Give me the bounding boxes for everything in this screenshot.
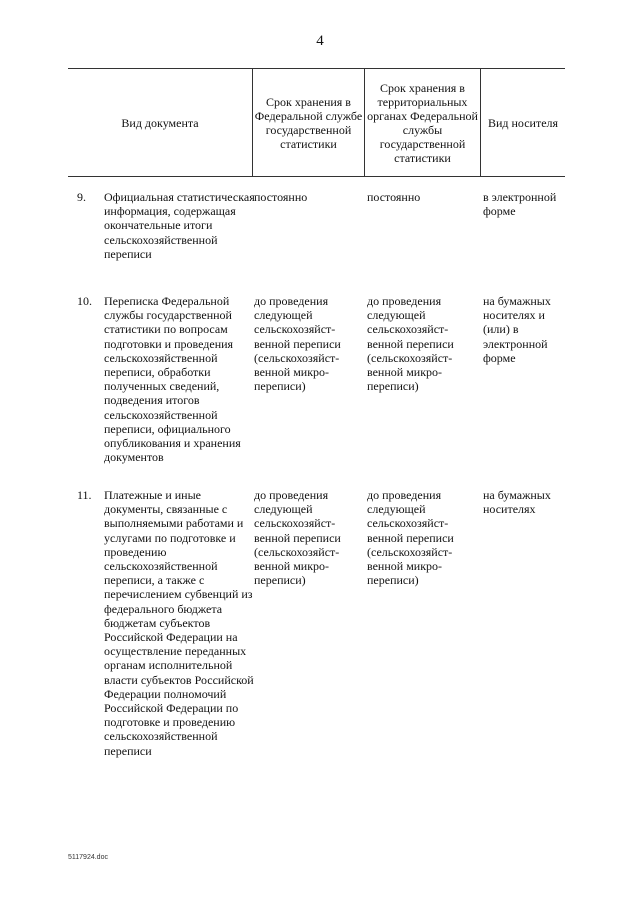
row-territorial-retention: до проведения следующей сельскохозяйст- венной переписи (сельскохозяйст- венной микро- переписи) [367, 488, 454, 588]
row-carrier-type: на бумажных носителях и (или) в электронной форме [483, 294, 551, 365]
header-carrier-type: Вид носителя [487, 115, 559, 130]
page-number: 4 [316, 33, 324, 49]
row-territorial-retention: постоянно [367, 190, 421, 204]
row-number: 10. [77, 294, 92, 308]
row-document-name: Переписка Федеральной службы государственной статистики по вопросам подготовки и проведения сельскохозяйственной переписи, обработки полученных сведений, подведения итогов сельскохозяйственной переписи, официального опубликования и хранения документов [104, 294, 241, 465]
row-carrier-type: в электронной форме [483, 190, 557, 219]
row-territorial-retention: до проведения следующей сельскохозяйст- венной переписи (сельскохозяйст- венной микро- переписи) [367, 294, 454, 394]
footer-filename: 5117924.doc [68, 854, 108, 861]
row-federal-retention: до проведения следующей сельскохозяйст- венной переписи (сельскохозяйст- венной микро- переписи) [254, 294, 341, 394]
header-territorial-retention: Срок хранения в территориальных органах Федеральной службы государственной статистики [365, 69, 481, 176]
table-header [68, 68, 565, 177]
row-document-name: Платежные и иные документы, связанные с выполняемыми работами и услугами по подготовке и проведению сельскохозяйственной переписи, а также с перечислением субвенций из федерального бюджета бюджетам субъектов Российской Федерации на осуществление переданных органам исполнительной власти субъектов Российской Федерации полномочий Российской Федерации по подготовке и проведению сельскохозяйственной переписи [104, 488, 254, 758]
row-federal-retention: постоянно [254, 190, 308, 204]
row-document-name: Официальная статистическая информация, содержащая окончательные итоги сельскохозяйственной переписи [104, 190, 255, 261]
row-number: 11. [77, 488, 92, 502]
row-number: 9. [77, 190, 86, 204]
row-federal-retention: до проведения следующей сельскохозяйст- венной переписи (сельскохозяйст- венной микро- переписи) [254, 488, 341, 588]
header-document-type: Вид документа [68, 69, 253, 176]
header-federal-retention: Срок хранения в Федеральной службе государственной статистики [253, 69, 365, 176]
row-carrier-type: на бумажных носителях [483, 488, 551, 517]
